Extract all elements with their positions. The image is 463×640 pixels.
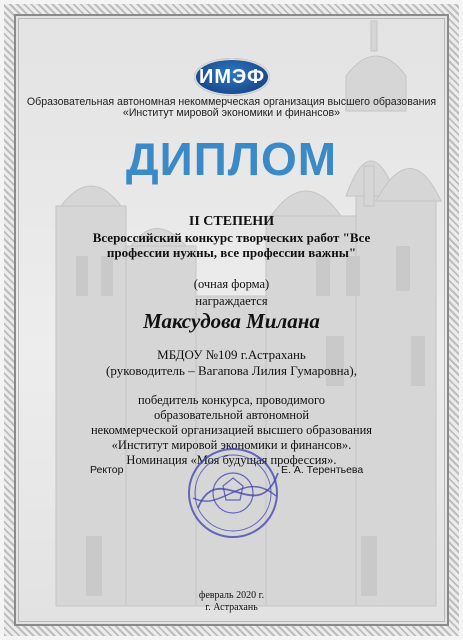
awarded-label: награждается	[195, 294, 268, 308]
school-line-1: МБДОУ №109 г.Астрахань	[157, 347, 306, 362]
winner-line-4: «Институт мировой экономики и финансов».	[111, 438, 352, 452]
organization-line-2: «Институт мировой экономики и финансов»	[122, 107, 341, 119]
organization-line-1: Образовательная автономная некоммерческая организация высшего образования	[26, 96, 437, 108]
issue-city: г. Астрахань	[205, 602, 258, 613]
rector-label: Ректор	[90, 464, 124, 476]
form-label: (очная форма)	[193, 277, 270, 291]
winner-line-5: Номинация «Моя будущая профессия».	[126, 453, 337, 467]
winner-line-1: победитель конкурса, проводимого	[137, 393, 326, 407]
recipient-name: Максудова Милана	[143, 309, 320, 333]
school-line-2: (руководитель – Вагапова Лилия Гумаровна),	[106, 363, 357, 378]
issue-date: февраль 2020 г.	[198, 590, 265, 601]
winner-line-2: образовательной автономной	[153, 408, 310, 422]
winner-line-3: некоммерческой организацией высшего образования	[90, 423, 373, 437]
school-block	[0, 347, 463, 379]
degree-label: II СТЕПЕНИ	[188, 214, 275, 229]
logo-text: ИМЭФ	[198, 65, 266, 88]
contest-title: Всероссийский конкурс творческих работ "Все профессии нужны, все профессии важны"	[92, 230, 371, 260]
diploma-title: ДИПЛОМ	[125, 133, 338, 185]
official-stamp	[178, 438, 288, 548]
rector-name: Е. А. Терентьева	[281, 464, 364, 476]
imef-logo	[194, 58, 270, 96]
